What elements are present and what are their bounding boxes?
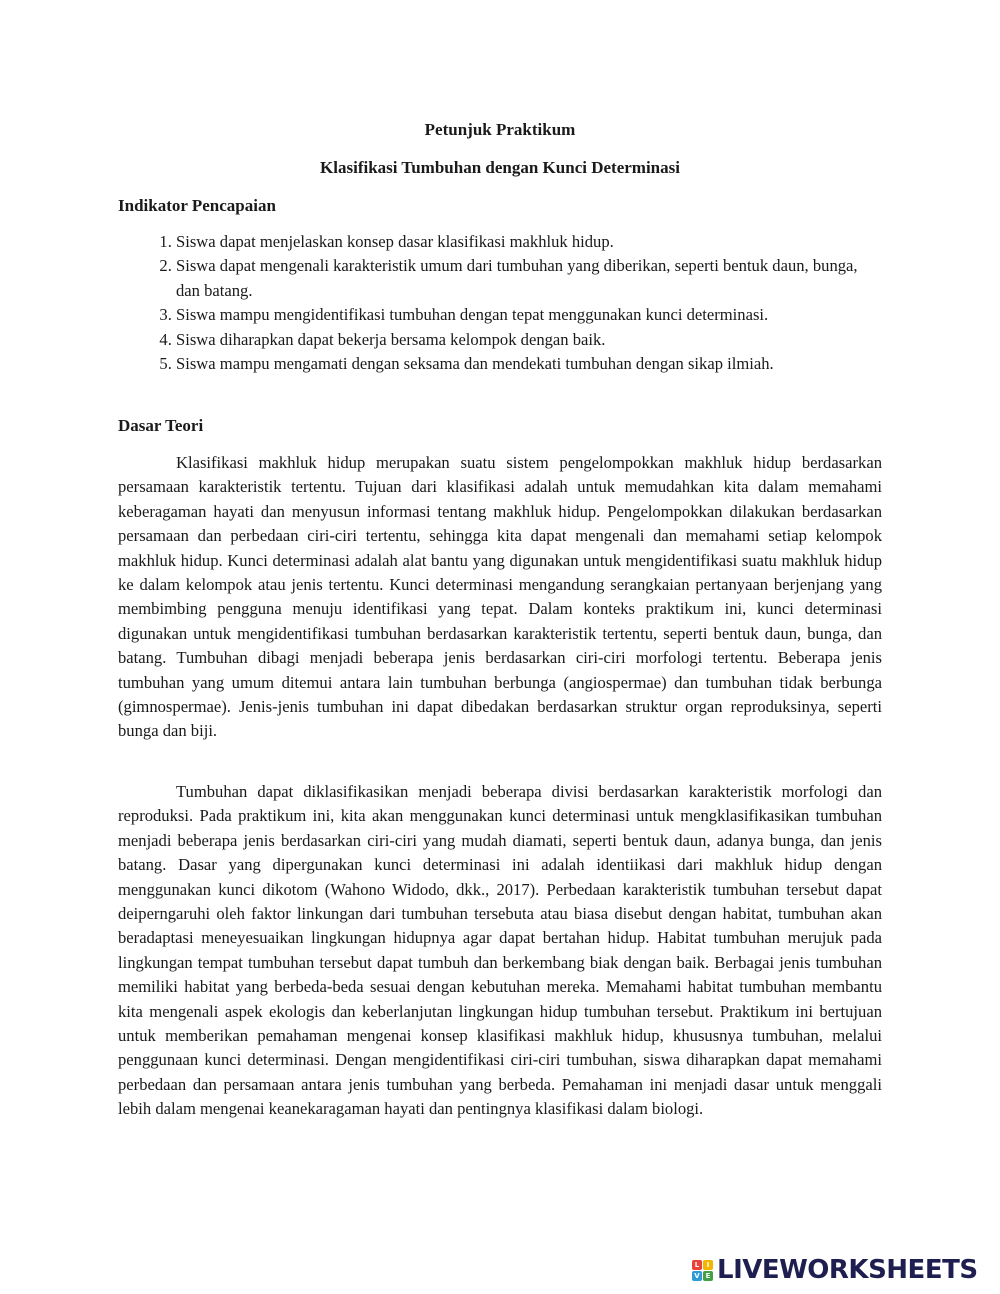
indikator-list	[118, 230, 882, 376]
list-item: 3. Siswa mampu mengidentifikasi tumbuhan dengan tepat menggunakan kunci determinasi.	[176, 303, 882, 327]
paragraph: Tumbuhan dapat diklasifikasikan menjadi beberapa divisi berdasarkan karakteristik morfologi dan reproduksi. Pada praktikum ini, kita akan menggunakan kunci determinasi untuk mengklasifikasikan tumbuhan menjadi beberapa jenis berdasarkan ciri-ciri yang mudah diamati, seperti bentuk daun, adanya bunga, dan jenis batang. Dasar yang dipergunakan kunci determinasi ini adalah identiikasi dari makhluk hidup dengan menggunakan kunci dikotom (Wahono Widodo, dkk., 2017). Perbedaan karakteristik tumbuhan tersebut dapat deiperngaruhi oleh faktor linkungan dari tumbuhan tersebuta atau biasa disebut dengan habitat, tumbuhan akan beradaptasi meneyesuaikan lingkungan hidupnya agar dapat bertahan hidup. Habitat tumbuhan merujuk pada lingkungan tempat tumbuhan tersebut dapat tumbuh dan berkembang biak dengan baik. Berbagai jenis tumbuhan memiliki habitat yang berbeda-beda sesuai dengan kebutuhan mereka. Memahami habitat tumbuhan membantu kita mengenali aspek ekologis dan keberlanjutan lingkungan hidup tumbuhan tersebut. Praktikum ini bertujuan untuk memberikan pemahaman mengenai konsep klasifikasi makhluk hidup, khususnya tumbuhan, melalui penggunaan kunci determinasi. Dengan mengidentifikasi ciri-ciri tumbuhan, siswa diharapkan dapat memahami perbedaan dan persamaan antara jenis tumbuhan yang berbeda. Pemahaman ini menjadi dasar untuk menggali lebih dalam mengenai keanekaragaman hayati dan pentingnya klasifikasi dalam biologi.	[118, 782, 882, 1119]
document-subtitle: Klasifikasi Tumbuhan dengan Kunci Determinasi	[320, 158, 680, 177]
logo-mark-tile: E	[703, 1271, 713, 1281]
logo-mark-tile: I	[703, 1260, 713, 1270]
list-item: 5. Siswa mampu mengamati dengan seksama dan mendekati tumbuhan dengan sikap ilmiah.	[176, 352, 882, 376]
paragraph: Klasifikasi makhluk hidup merupakan suatu sistem pengelompokkan makhluk hidup berdasarkan persamaan karakteristik tertentu. Tujuan dari klasifikasi adalah untuk memudahkan kita dalam memahami keberagaman hayati dan menyusun informasi tentang makhluk hidup. Pengelompokkan dilakukan berdasarkan persamaan dan perbedaan ciri-ciri tertentu, sehingga kita dapat mengenali dan memahami setiap kelompok makhluk hidup. Kunci determinasi adalah alat bantu yang digunakan untuk mengidentifikasi suatu makhluk hidup ke dalam kelompok atau jenis tertentu. Kunci determinasi mengandung serangkaian pertanyaan berjenjang yang membimbing pengguna menuju identifikasi yang tepat. Dalam konteks praktikum ini, kunci determinasi digunakan untuk mengidentifikasi tumbuhan berdasarkan karakteristik tertentu, seperti bentuk daun, bunga, dan batang. Tumbuhan dibagi menjadi beberapa jenis berdasarkan ciri-ciri morfologi tertentu. Beberapa jenis tumbuhan yang umum ditemui antara lain tumbuhan berbunga (angiospermae) dan tumbuhan tidak berbunga (gimnospermae). Jenis-jenis tumbuhan ini dapat dibedakan berdasarkan struktur organ reproduksinya, seperti bunga dan biji.	[118, 453, 882, 741]
document-title: Petunjuk Praktikum	[424, 120, 576, 139]
logo-mark-tile: L	[692, 1260, 702, 1270]
logo-mark-tile: V	[692, 1271, 702, 1281]
dasar-teori-heading: Dasar Teori	[118, 416, 204, 435]
liveworksheets-logo	[692, 1256, 978, 1284]
indikator-heading: Indikator Pencapaian	[118, 196, 276, 215]
list-item: 4. Siswa diharapkan dapat bekerja bersama kelompok dengan baik.	[176, 328, 882, 352]
list-item: 1. Siswa dapat menjelaskan konsep dasar klasifikasi makhluk hidup.	[176, 230, 882, 254]
logo-mark-icon	[692, 1260, 713, 1281]
list-item: 2. Siswa dapat mengenali karakteristik umum dari tumbuhan yang diberikan, seperti bentuk daun, bunga, dan batang.	[176, 254, 882, 303]
logo-text: LIVEWORKSHEETS	[717, 1255, 978, 1285]
